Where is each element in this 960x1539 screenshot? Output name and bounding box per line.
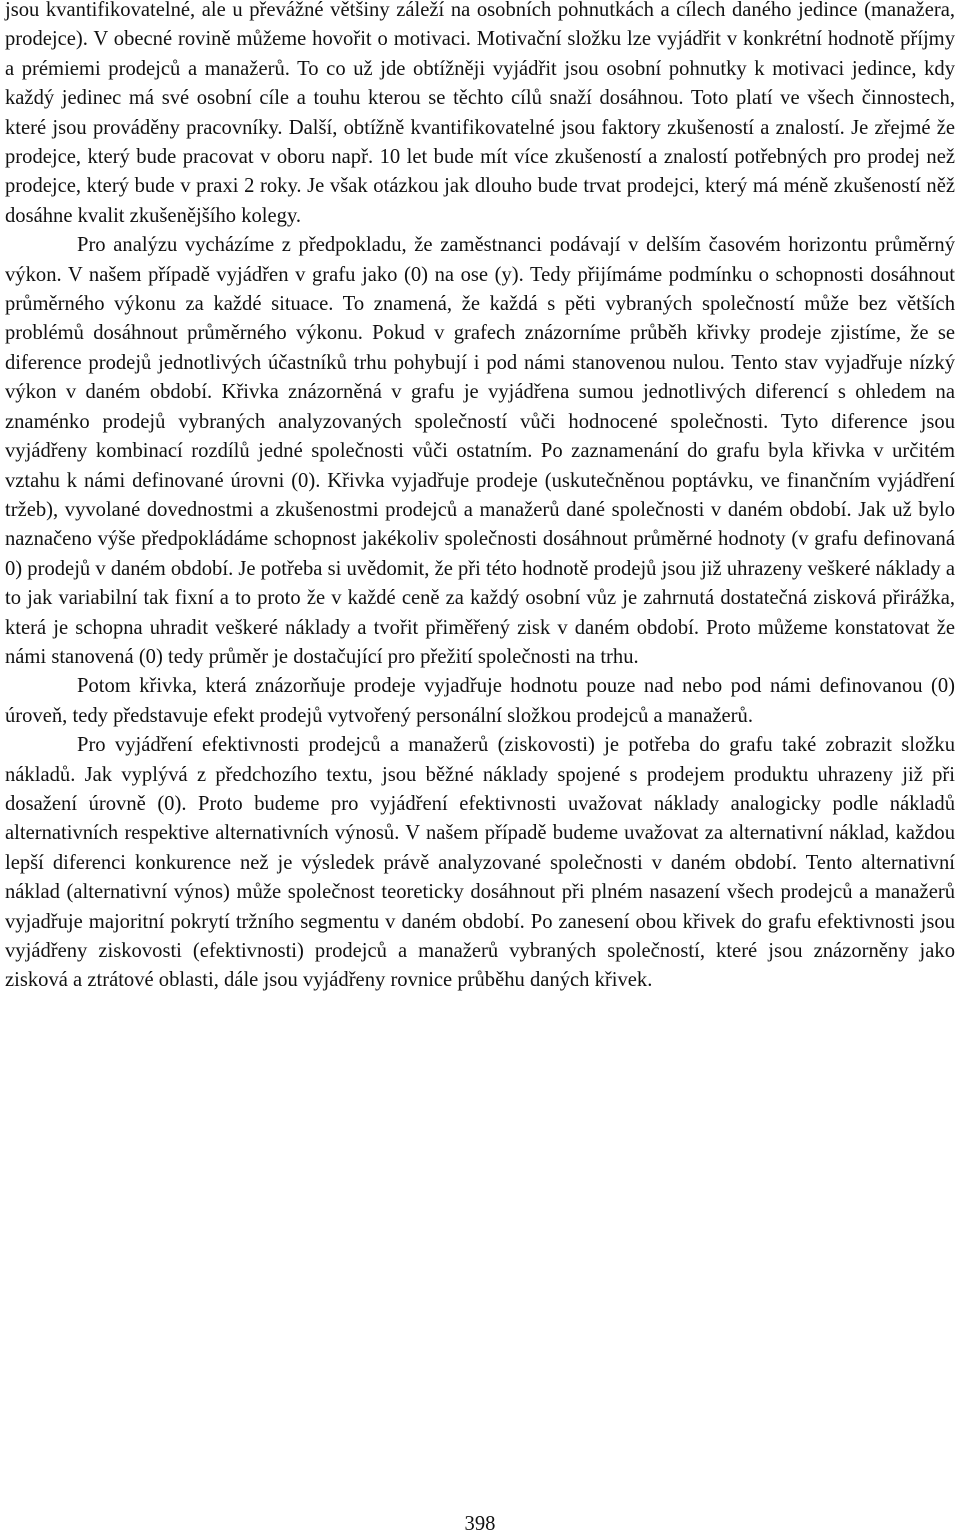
paragraph-efficiency: Pro vyjádření efektivnosti prodejců a manažerů (ziskovosti) je potřeba do grafu také zobrazit složku nákladů. Jak vyplývá z předchozího textu, jsou běžné náklady spojené s prodejem produktu uhrazeny již při dosažení úrovně (0). Proto budeme pro vyjádření efektivnosti uvažovat náklady analogicky podle nákladů alternativních respektive alternativních výnosů. V našem případě budeme uvažovat za alternativní náklad, každou lepší diferenci konkurence než je výsledek právě analyzované společnosti v daném období. Tento alternativní náklad (alternativní výnos) může společnost teoreticky dosáhnout při plném nasazení všech prodejců a manažerů vyjadřuje majoritní pokrytí tržního segmentu v daném období. Po zanesení obou křivek do grafu efektivnosti jsou vyjádřeny ziskovosti (efektivnosti) prodejců a manažerů vybraných společností, které jsou znázorněny jako zisková a ztrátové oblasti, dále jsou vyjádřeny rovnice průběhu daných křivek. [5,734,955,992]
page-number: 398 [464,1513,496,1535]
paragraph-curve: Potom křivka, která znázorňuje prodeje vyjadřuje hodnotu pouze nad nebo pod námi definovanou (0) úroveň, tedy představuje efekt prodejů vytvořený personální složkou prodejců a manažerů. [5,675,955,727]
paragraph-analysis: Pro analýzu vycházíme z předpokladu, že zaměstnanci podávají v delším časovém horizontu průměrný výkon. V našem případě vyjádřen v grafu jako (0) na ose (y). Tedy přijímáme podmínku o schopnosti dosáhnout průměrného výkonu za každé situace. To znamená, že každá s pěti vybraných společností může bez větších problémů dosáhnout průměrného výkonu. Pokud v grafech znázorníme průběh křivky prodeje zjistíme, že se diference prodejů jednotlivých účastníků trhu pohybují i pod námi stanovenou nulou. Tento stav vyjadřuje nízký výkon v daném období. Křivka znázorněná v grafu je vyjádřena sumou jednotlivých diferencí s ohledem na znaménko prodejů vybraných analyzovaných společností vůči hodnocené společnosti. Tyto diference jsou vyjádřeny kombinací rozdílů jedné společnosti vůči ostatním. Po zaznamenání do grafu byla křivka v určitém vztahu k námi definované úrovni (0). Křivka vyjadřuje prodeje (uskutečněnou poptávku, ve finančním vyjádření tržeb), vyvolané dovednostmi a zkušenostmi prodejců a manažerů dané společnosti v daném období. Jak už bylo naznačeno výše předpokládáme schopnost jakékoliv společnosti dosáhnout průměrné hodnoty (v grafu definovaná 0) prodejů v daném období. Je potřeba si uvědomit, že při této hodnotě prodejů jsou již uhrazeny veškeré náklady a to jak variabilní tak fixní a to proto že v každé ceně za každý osobní vůz je zahrnutá dostatečná zisková přirážka, která je schopna uhradit veškeré náklady a tvořit přiměřený zisk v daném období. Proto můžeme konstatovat že námi stanovená (0) tedy průměr je dostačující pro přežití společnosti na trhu. [5,234,955,668]
page-body [5,0,955,996]
paragraph-continued: jsou kvantifikovatelné, ale u převážné většiny záleží na osobních pohnutkách a cílech daného jedince (manažera, prodejce). V obecné rovině můžeme hovořit o motivaci. Motivační složku lze vyjádřit v konkrétní hodnotě příjmy a prémiemi prodejců a manažerů. To co už jde obtížněji vyjádřit jsou osobní pohnutky k motivaci jedince, kdy každý jedinec má své osobní cíle a touhu kterou se těchto cílů snaží dosáhnou. Toto platí ve všech činnostech, které jsou prováděny pracovníky. Další, obtížně kvantifikovatelné jsou faktory zkušeností a znalostí. Je zřejmé že prodejce, který bude pracovat v oboru např. 10 let bude mít více zkušeností a znalostí potřebných pro prodej než prodejce, který bude v praxi 2 roky. Je však otázkou jak dlouho bude trvat prodejci, který má méně zkušeností něž dosáhne kvalit zkušenějšího kolegy. [5,0,955,227]
